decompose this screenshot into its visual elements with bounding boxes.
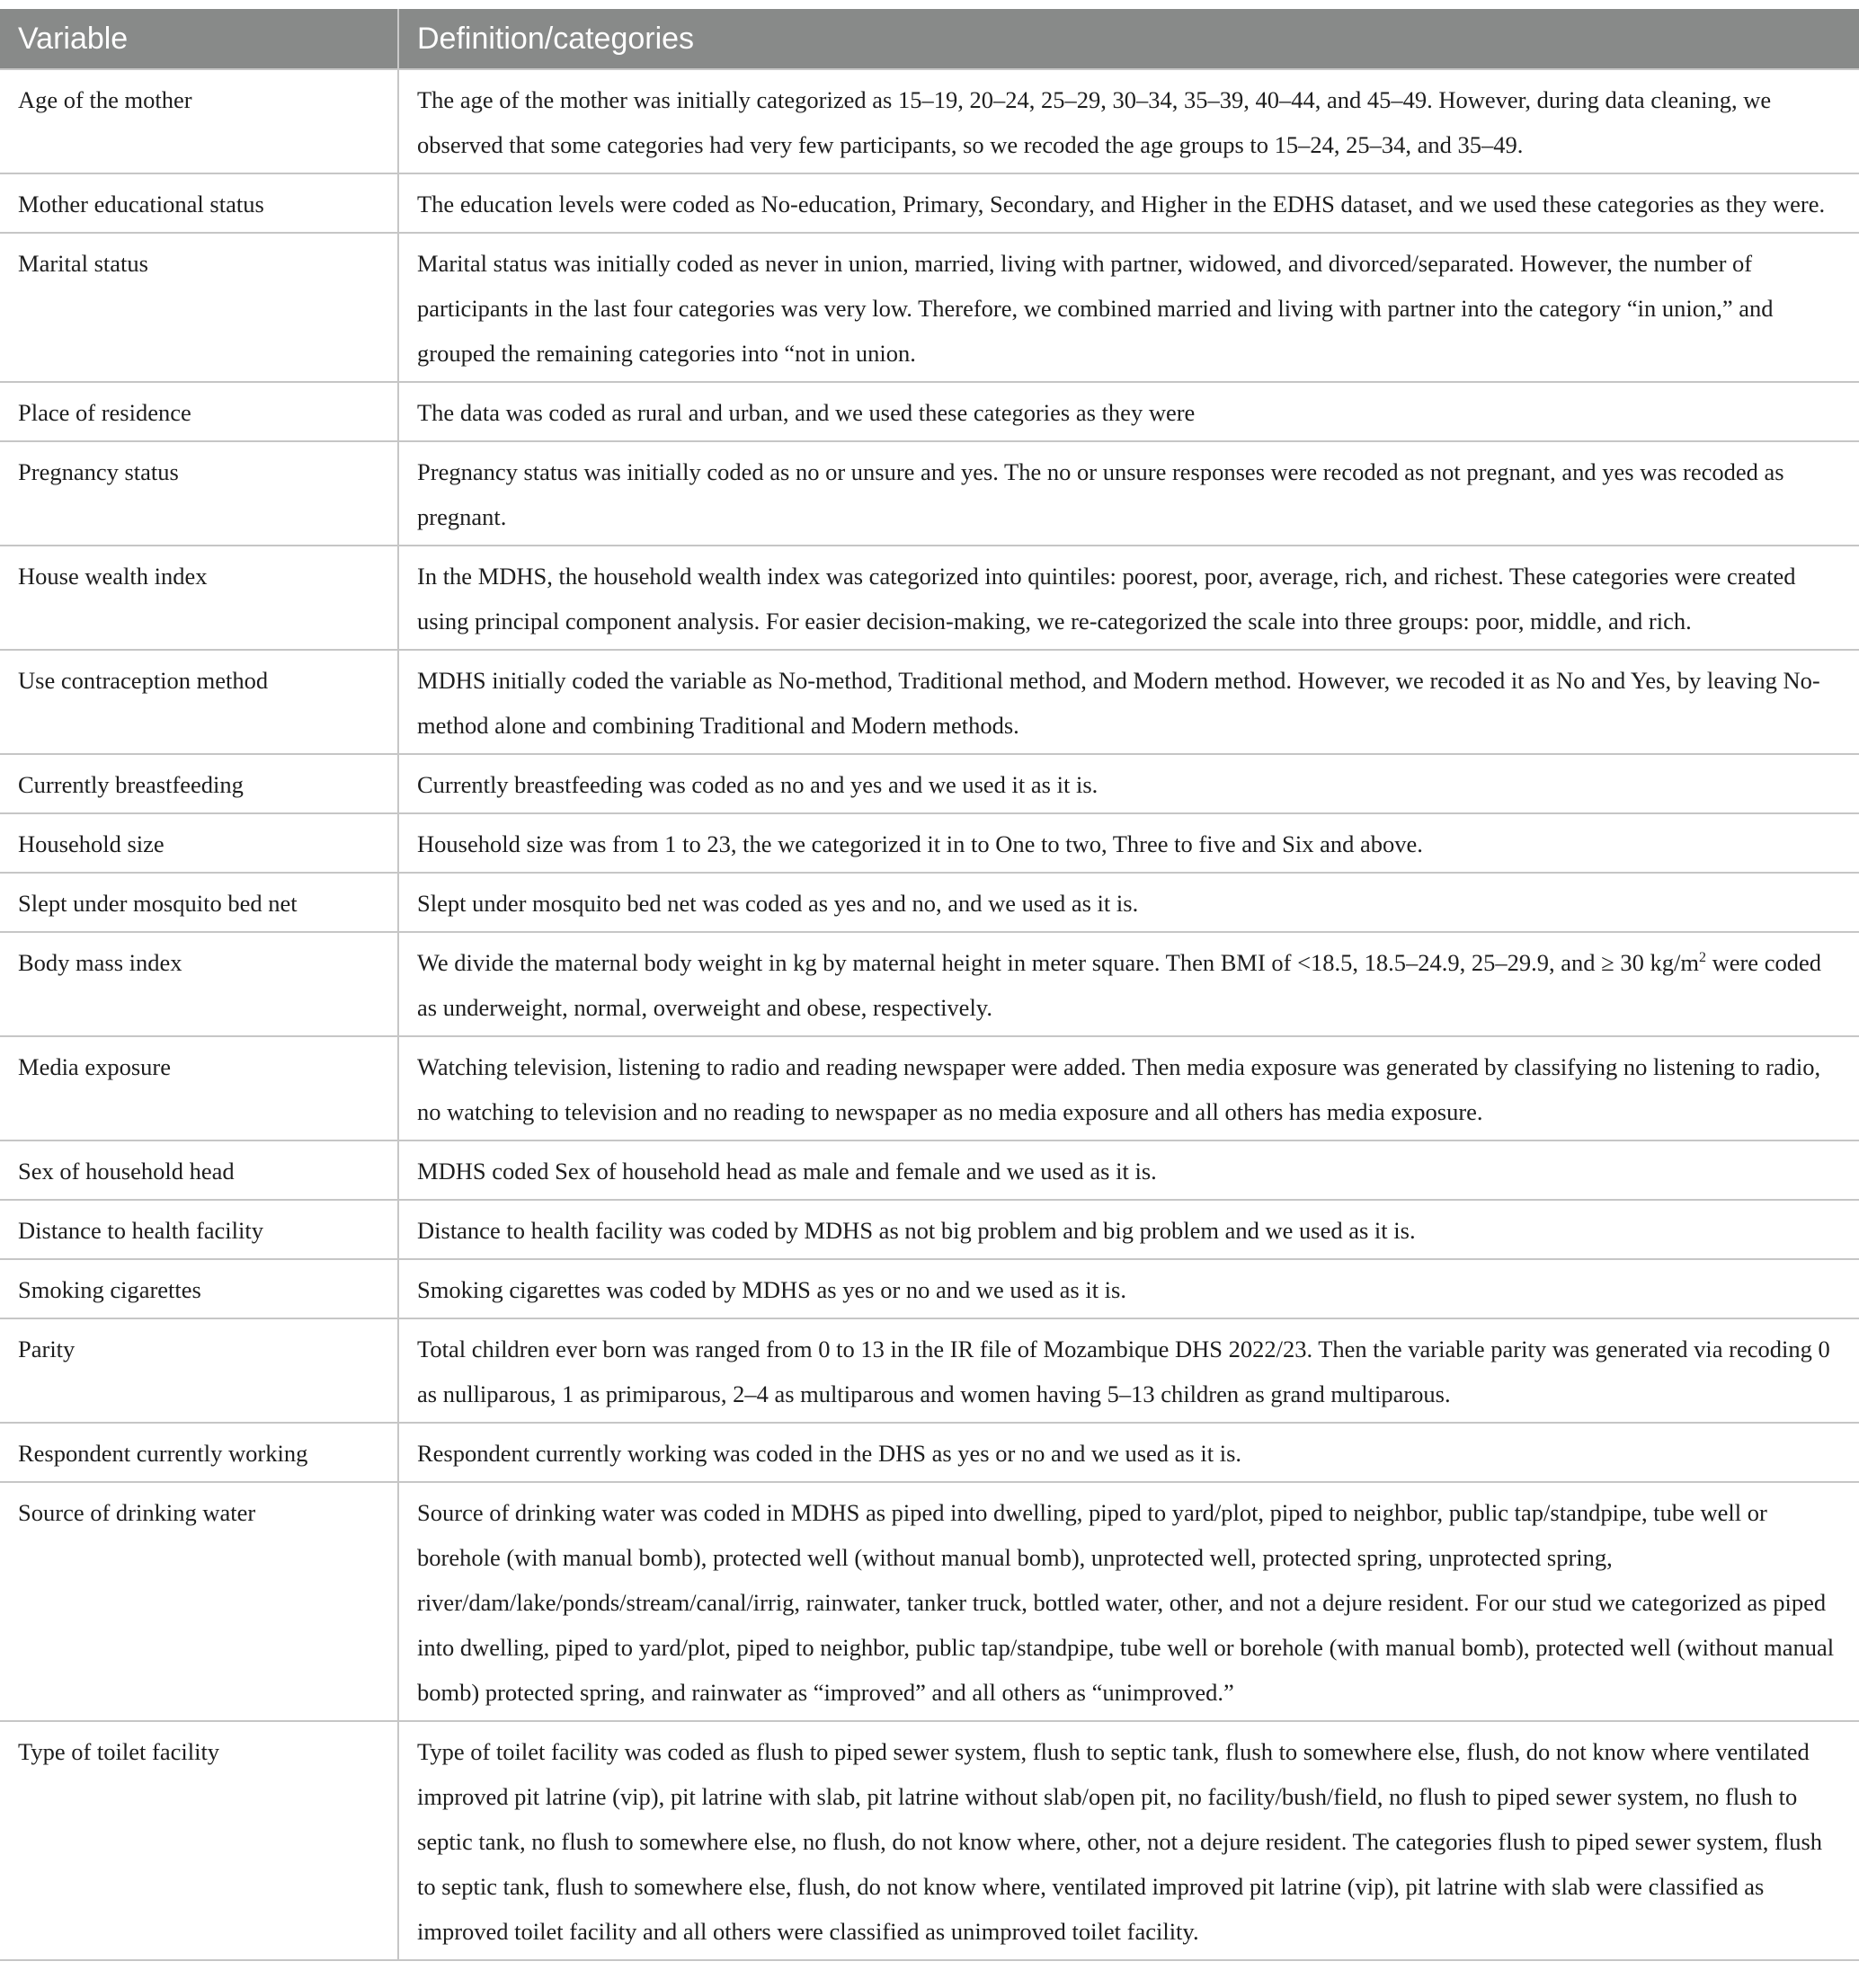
definition-cell [398,1200,1859,1259]
definition-cell [398,932,1859,1036]
table-row [0,1482,1859,1721]
definition-cell [398,650,1859,754]
variable-cell: Type of toilet facility [0,1721,398,1960]
table-row [0,1200,1859,1259]
definition-text: Currently breastfeeding was coded as no and yes and we used it as it is. [417,771,1098,798]
variable-definitions-table [0,9,1859,1961]
definition-cell [398,1140,1859,1200]
variable-cell: House wealth index [0,546,398,650]
table-row [0,1036,1859,1140]
variable-cell: Respondent currently working [0,1423,398,1482]
variable-cell: Media exposure [0,1036,398,1140]
definition-text: In the MDHS, the household wealth index was categorized into quintiles: poorest, poor, average, rich, and richest. These categories were created using principal component analysis. For easier decision-making, we re-categorized the scale into three groups: poor, middle, and rich. [417,563,1796,635]
table-row [0,873,1859,932]
definition-text: The age of the mother was initially categorized as 15–19, 20–24, 25–29, 30–34, 35–39, 40–44, and 45–49. However, during data cleaning, we observed that some categories had very few participants, so we recoded the age groups to 15–24, 25–34, and 35–49. [417,86,1772,158]
table-row [0,1259,1859,1318]
variable-cell: Source of drinking water [0,1482,398,1721]
variable-cell: Mother educational status [0,173,398,233]
definition-text: Respondent currently working was coded in the DHS as yes or no and we used as it is. [417,1440,1242,1467]
variable-cell: Currently breastfeeding [0,754,398,813]
table-row [0,932,1859,1036]
table-row [0,1318,1859,1423]
table-row [0,69,1859,173]
definition-text: Slept under mosquito bed net was coded as yes and no, and we used as it is. [417,890,1139,917]
definition-cell [398,1482,1859,1721]
definition-cell [398,1259,1859,1318]
definition-cell [398,69,1859,173]
definition-text: We divide the maternal body weight in kg by maternal height in meter square. Then BMI of <18.5, 18.5–24.9, 25–29.9, and ≥ 30 kg/m [417,949,1699,976]
header-definition: Definition/categories [398,9,1859,69]
definition-cell [398,813,1859,873]
table-header [0,9,1859,69]
definition-cell [398,382,1859,441]
definition-text: MDHS initially coded the variable as No-method, Traditional method, and Modern method. However, we recoded it as No and Yes, by leaving No-method alone and combining Traditional and Modern methods. [417,667,1820,739]
superscript: 2 [1698,950,1706,966]
variable-cell: Distance to health facility [0,1200,398,1259]
table-body [0,69,1859,1960]
table-row [0,650,1859,754]
definition-text: Total children ever born was ranged from 0 to 13 in the IR file of Mozambique DHS 2022/23. Then the variable parity was generated via recoding 0 as nulliparous, 1 as primiparous, 2–4 as multiparous and women having 5–13 children as grand multiparous. [417,1336,1830,1407]
definition-text: Smoking cigarettes was coded by MDHS as yes or no and we used as it is. [417,1276,1126,1303]
table-row [0,546,1859,650]
definition-text: Source of drinking water was coded in MDHS as piped into dwelling, piped to yard/plot, piped to neighbor, public tap/standpipe, tube well or borehole (with manual bomb), protected well (without manual bomb), unprotected well, protected spring, unprotected spring, river/dam/lake/ponds/stream/canal/irrig, rainwater, tanker truck, bottled water, other, and not a dejure resident. For our stud we categorized as piped into dwelling, piped to yard/plot, piped to neighbor, public tap/standpipe, tube well or borehole (with manual bomb), protected well (without manual bomb) protected spring, and rainwater as “improved” and all others as “unimproved.” [417,1499,1835,1706]
definition-cell [398,1036,1859,1140]
definition-cell [398,441,1859,546]
table-row [0,1423,1859,1482]
definition-cell [398,1423,1859,1482]
variable-cell: Age of the mother [0,69,398,173]
table-row [0,382,1859,441]
definition-text: Marital status was initially coded as never in union, married, living with partner, widowed, and divorced/separated. However, the number of participants in the last four categories was very low. Therefore, we combined married and living with partner into the category “in union,” and grouped the remaining categories into “not in union. [417,250,1774,367]
definition-text: Watching television, listening to radio and reading newspaper were added. Then media exposure was generated by classifying no listening to radio, no watching to television and no reading to newspaper as no media exposure and all others has media exposure. [417,1053,1821,1125]
table-row [0,233,1859,382]
definition-cell [398,754,1859,813]
definition-text: Household size was from 1 to 23, the we categorized it in to One to two, Three to five and Six and above. [417,830,1423,857]
variable-cell: Smoking cigarettes [0,1259,398,1318]
definition-text: MDHS coded Sex of household head as male and female and we used as it is. [417,1158,1157,1185]
variable-cell: Slept under mosquito bed net [0,873,398,932]
variable-cell: Pregnancy status [0,441,398,546]
variable-cell: Sex of household head [0,1140,398,1200]
definition-text: Pregnancy status was initially coded as no or unsure and yes. The no or unsure responses were recoded as not pregnant, and yes was recoded as pregnant. [417,458,1784,530]
variable-cell: Use contraception method [0,650,398,754]
table-row [0,1721,1859,1960]
table-row [0,754,1859,813]
variable-cell: Household size [0,813,398,873]
variable-cell: Parity [0,1318,398,1423]
definition-cell [398,873,1859,932]
variable-cell: Body mass index [0,932,398,1036]
definition-cell [398,546,1859,650]
table-row [0,173,1859,233]
definition-text: The education levels were coded as No-education, Primary, Secondary, and Higher in the EDHS dataset, and we used these categories as they were. [417,191,1826,217]
definition-cell [398,1318,1859,1423]
variable-cell: Marital status [0,233,398,382]
header-variable: Variable [0,9,398,69]
definition-text-continued: were coded as underweight, normal, overweight and obese, respectively. [417,949,1821,1021]
header-row [0,9,1859,69]
table-row [0,1140,1859,1200]
definition-cell [398,233,1859,382]
table-row [0,441,1859,546]
definition-cell [398,1721,1859,1960]
table-row [0,813,1859,873]
definition-text: Type of toilet facility was coded as flush to piped sewer system, flush to septic tank, flush to somewhere else, flush, do not know where ventilated improved pit latrine (vip), pit latrine with slab, pit latrine without slab/open pit, no facility/bush/field, no flush to piped sewer system, no flush to septic tank, no flush to somewhere else, no flush, do not know where, other, not a dejure resident. The categories flush to piped sewer system, flush to septic tank, flush to somewhere else, flush, do not know where, ventilated improved pit latrine (vip), pit latrine with slab were classified as improved toilet facility and all others were classified as unimproved toilet facility. [417,1738,1823,1945]
definition-text: Distance to health facility was coded by MDHS as not big problem and big problem and we used as it is. [417,1217,1416,1244]
definition-cell [398,173,1859,233]
definition-text: The data was coded as rural and urban, and we used these categories as they were [417,399,1196,426]
variable-cell: Place of residence [0,382,398,441]
